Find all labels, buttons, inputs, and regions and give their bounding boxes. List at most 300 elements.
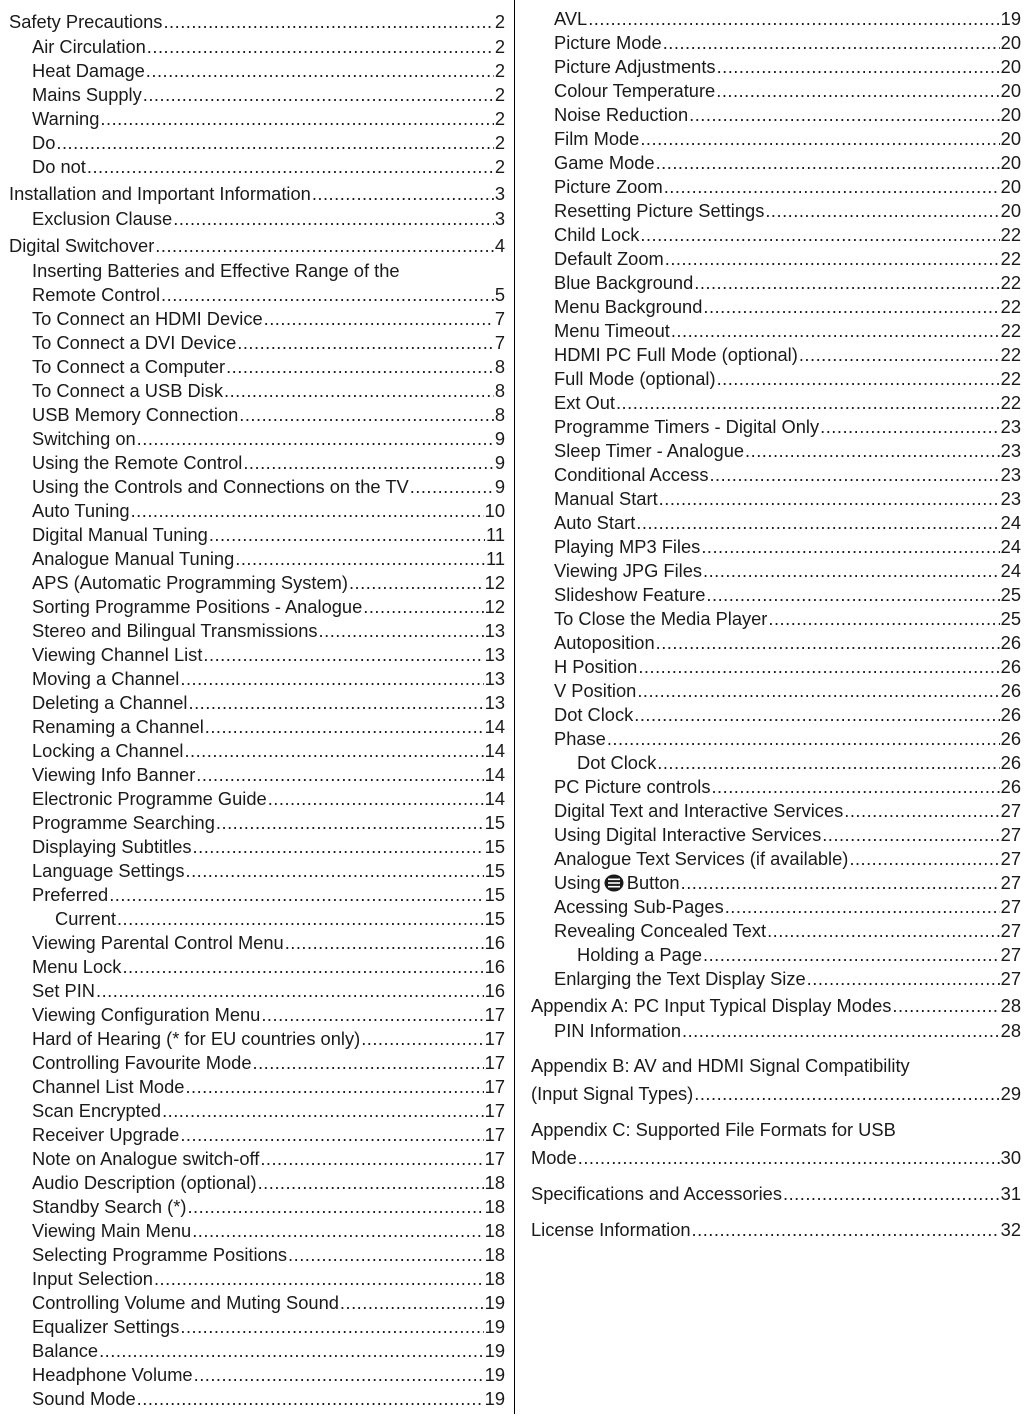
toc-page-number: 32 (1000, 1219, 1021, 1240)
toc-entry (9, 1387, 505, 1411)
toc-page-number: 15 (484, 836, 505, 857)
toc-page-number: 20 (1000, 56, 1021, 77)
toc-leader-dots (96, 979, 484, 1003)
toc-page-number: 2 (494, 36, 505, 57)
toc-page-number: 20 (1000, 80, 1021, 101)
toc-entry-title: License Information (531, 1219, 691, 1240)
toc-entry (531, 535, 1021, 559)
toc-leader-dots (224, 379, 494, 403)
toc-leader-dots (209, 523, 485, 547)
teletext-button-icon (604, 871, 624, 895)
toc-page-number: 20 (1000, 200, 1021, 221)
toc-leader-dots (410, 475, 494, 499)
toc-entry-title: Appendix C: Supported File Formats for USB (531, 1119, 896, 1140)
toc-leader-dots (709, 463, 999, 487)
toc-entry (531, 127, 1021, 151)
toc-leader-dots (146, 59, 494, 83)
toc-leader-dots (703, 943, 1000, 967)
toc-entry (9, 691, 505, 715)
toc-page-number: 7 (494, 332, 505, 353)
toc-leader-dots (640, 127, 999, 151)
toc-leader-dots (844, 799, 999, 823)
toc-entry (9, 859, 505, 883)
toc-entry (9, 667, 505, 691)
toc-entry (9, 1147, 505, 1171)
toc-page-number: 13 (484, 668, 505, 689)
toc-entry (9, 955, 505, 979)
toc-entry-title: Child Lock (554, 224, 640, 245)
toc-page-number: 9 (494, 428, 505, 449)
toc-entry-title: Using Digital Interactive Services (554, 824, 822, 845)
toc-entry (9, 547, 505, 571)
toc-entry (531, 247, 1021, 271)
toc-entry (9, 1051, 505, 1075)
toc-page-number: 23 (1000, 488, 1021, 509)
toc-entry-title: Displaying Subtitles (32, 836, 192, 857)
toc-page-number: 22 (1000, 296, 1021, 317)
toc-page-number: 19 (484, 1316, 505, 1337)
toc-leader-dots (692, 1215, 1000, 1243)
toc-page-number: 8 (494, 380, 505, 401)
toc-page-number: 30 (1000, 1147, 1021, 1168)
toc-leader-dots (640, 223, 999, 247)
toc-entry (531, 559, 1021, 583)
toc-leader-dots (261, 1003, 483, 1027)
toc-entry (531, 271, 1021, 295)
toc-leader-dots (820, 415, 1000, 439)
toc-entry-title: Channel List Mode (32, 1076, 185, 1097)
toc-entry-title: Playing MP3 Files (554, 536, 701, 557)
toc-entry (9, 1363, 505, 1387)
toc-entry (531, 415, 1021, 439)
toc-entry (9, 499, 505, 523)
toc-entry (531, 319, 1021, 343)
toc-entry-title: Equalizer Settings (32, 1316, 180, 1337)
toc-leader-dots (87, 155, 494, 179)
toc-leader-dots (703, 295, 999, 319)
toc-leader-dots (703, 559, 1000, 583)
toc-page-number: 18 (484, 1220, 505, 1241)
toc-leader-dots (312, 179, 494, 207)
toc-entry-title: Audio Description (optional) (32, 1172, 257, 1193)
toc-entry (9, 811, 505, 835)
toc-entry (9, 907, 505, 931)
toc-entry (9, 107, 505, 131)
toc-entry-title: Dot Clock (554, 704, 634, 725)
toc-entry (9, 307, 505, 331)
toc-page-number: 14 (484, 764, 505, 785)
toc-entry-title: Sorting Programme Positions - Analogue (32, 596, 363, 617)
toc-entry-title: Using the Remote Control (32, 452, 243, 473)
toc-entry-title-suffix: Button (626, 872, 680, 893)
toc-leader-dots (616, 391, 1000, 415)
toc-leader-dots (681, 871, 1000, 895)
toc-leader-dots (235, 547, 485, 571)
toc-entry-title: Blue Background (554, 272, 694, 293)
toc-page-number: 26 (1000, 704, 1021, 725)
toc-entry (531, 823, 1021, 847)
toc-leader-dots (717, 55, 1000, 79)
toc-entry-title: H Position (554, 656, 638, 677)
toc-leader-dots (656, 631, 1000, 655)
toc-leader-dots (711, 775, 999, 799)
toc-entry-title: Sound Mode (32, 1388, 136, 1409)
toc-leader-dots (131, 499, 484, 523)
toc-page-number: 25 (1000, 608, 1021, 629)
toc-entry-title: PC Picture controls (554, 776, 711, 797)
toc-leader-dots (588, 7, 999, 31)
toc-leader-dots (264, 307, 494, 331)
toc-page-number: 22 (1000, 392, 1021, 413)
toc-entry (9, 1075, 505, 1099)
toc-leader-dots (349, 571, 484, 595)
toc-leader-dots (258, 1171, 484, 1195)
toc-leader-dots (578, 1143, 1000, 1171)
toc-page-number: 17 (484, 1124, 505, 1145)
toc-entry (531, 1079, 1021, 1107)
toc-page-number: 13 (484, 620, 505, 641)
toc-leader-dots (663, 31, 1000, 55)
toc-page-number: 2 (494, 156, 505, 177)
toc-leader-dots (205, 715, 484, 739)
toc-leader-dots (634, 703, 999, 727)
toc-entry (9, 619, 505, 643)
toc-entry-title: Auto Start (554, 512, 636, 533)
toc-entry-title: Language Settings (32, 860, 185, 881)
toc-page-number: 27 (1000, 968, 1021, 989)
toc-entry-title: Note on Analogue switch-off (32, 1148, 260, 1169)
toc-entry-title: (Input Signal Types) (531, 1083, 694, 1104)
toc-leader-dots (765, 199, 999, 223)
toc-entry-title: Controlling Favourite Mode (32, 1052, 252, 1073)
toc-leader-dots (56, 131, 493, 155)
toc-page-number: 3 (494, 183, 505, 204)
toc-leader-dots (694, 1079, 999, 1107)
toc-entry (9, 571, 505, 595)
toc-leader-dots (288, 1243, 484, 1267)
toc-entry (9, 207, 505, 231)
toc-entry-title: Manual Start (554, 488, 658, 509)
toc-entry-title: Viewing Channel List (32, 644, 203, 665)
toc-leader-dots (173, 207, 494, 231)
toc-entry-title: To Close the Media Player (554, 608, 768, 629)
toc-entry-title: Autoposition (554, 632, 655, 653)
toc-entry (9, 355, 505, 379)
toc-entry (531, 223, 1021, 247)
toc-entry-title: Appendix B: AV and HDMI Signal Compatibility (531, 1055, 910, 1076)
toc-entry-title: Controlling Volume and Muting Sound (32, 1292, 339, 1313)
toc-entry-title: PIN Information (554, 1020, 682, 1041)
toc-entry-title: Conditional Access (554, 464, 709, 485)
toc-column-left (9, 7, 505, 1411)
toc-entry-title: Enlarging the Text Display Size (554, 968, 806, 989)
toc-entry (531, 679, 1021, 703)
toc-leader-dots (361, 1027, 483, 1051)
toc-page-number: 9 (494, 452, 505, 473)
toc-leader-dots (657, 751, 999, 775)
toc-entry (9, 259, 505, 283)
toc-page-number: 28 (1000, 1020, 1021, 1041)
toc-leader-dots (725, 895, 1000, 919)
toc-page-number: 11 (486, 524, 505, 545)
toc-entry (531, 511, 1021, 535)
toc-page-number: 18 (484, 1172, 505, 1193)
toc-entry-title: Colour Temperature (554, 80, 716, 101)
toc-entry-title: Revealing Concealed Text (554, 920, 767, 941)
toc-entry-title: AVL (554, 8, 588, 29)
toc-entry (9, 331, 505, 355)
toc-entry (9, 883, 505, 907)
toc-entry (9, 763, 505, 787)
toc-entry-title: Current (55, 908, 116, 929)
toc-leader-dots (745, 439, 1000, 463)
toc-entry (9, 403, 505, 427)
toc-entry (531, 607, 1021, 631)
toc-page-number: 22 (1000, 320, 1021, 341)
toc-page-number: 27 (1000, 800, 1021, 821)
toc-entry (531, 1115, 1021, 1143)
toc-page-number: 18 (484, 1244, 505, 1265)
toc-leader-dots (694, 271, 999, 295)
toc-entry-title: Using the Controls and Connections on the TV (32, 476, 409, 497)
toc-entry-title: Appendix A: PC Input Typical Display Modes (531, 995, 892, 1016)
toc-entry (531, 103, 1021, 127)
toc-entry-title: Picture Adjustments (554, 56, 716, 77)
toc-leader-dots (122, 955, 483, 979)
toc-entry (9, 451, 505, 475)
toc-leader-dots (192, 1219, 483, 1243)
toc-leader-dots (147, 35, 494, 59)
toc-entry (531, 847, 1021, 871)
toc-page-number: 10 (484, 500, 505, 521)
toc-page-number: 5 (494, 284, 505, 305)
toc-entry (531, 919, 1021, 943)
toc-entry (9, 59, 505, 83)
toc-page-number: 14 (484, 716, 505, 737)
toc-page-number: 27 (1000, 920, 1021, 941)
toc-entry (531, 871, 1021, 895)
toc-entry-title: Sleep Timer - Analogue (554, 440, 745, 461)
toc-page-number: 17 (484, 1028, 505, 1049)
toc-page-number: 7 (494, 308, 505, 329)
toc-entry-title: Digital Manual Tuning (32, 524, 208, 545)
toc-entry (531, 439, 1021, 463)
toc-leader-dots (109, 883, 483, 907)
toc-page-number: 9 (494, 476, 505, 497)
toc-leader-dots (664, 175, 1000, 199)
toc-page-number: 18 (484, 1268, 505, 1289)
toc-page-number: 31 (1000, 1183, 1021, 1204)
toc-leader-dots (180, 1123, 483, 1147)
toc-page-number: 12 (484, 572, 505, 593)
toc-leader-dots (638, 655, 999, 679)
toc-leader-dots (268, 787, 484, 811)
toc-entry (531, 199, 1021, 223)
toc-leader-dots (196, 763, 483, 787)
toc-page-number: 22 (1000, 344, 1021, 365)
toc-entry-title: Electronic Programme Guide (32, 788, 267, 809)
toc-leader-dots (99, 1339, 484, 1363)
toc-page-number: 15 (484, 908, 505, 929)
toc-leader-dots (767, 919, 1000, 943)
toc-entry-title: Viewing Main Menu (32, 1220, 192, 1241)
toc-entry (9, 7, 505, 35)
toc-page-number: 27 (1000, 896, 1021, 917)
toc-entry (9, 1315, 505, 1339)
toc-page-number: 28 (1000, 995, 1021, 1016)
toc-leader-dots (659, 487, 1000, 511)
toc-entry (9, 739, 505, 763)
toc-page-number: 14 (484, 788, 505, 809)
toc-page-number: 16 (484, 956, 505, 977)
toc-entry (9, 1003, 505, 1027)
toc-leader-dots (319, 619, 484, 643)
toc-entry-title: Holding a Page (577, 944, 703, 965)
toc-entry (9, 979, 505, 1003)
toc-entry-title: Receiver Upgrade (32, 1124, 180, 1145)
toc-entry-title: Mains Supply (32, 84, 142, 105)
toc-leader-dots (892, 991, 999, 1019)
toc-entry-title: Deleting a Channel (32, 692, 188, 713)
toc-entry-title: Ext Out (554, 392, 615, 413)
toc-entry (9, 83, 505, 107)
toc-entry-title: Programme Timers - Digital Only (554, 416, 820, 437)
toc-entry-title: Inserting Batteries and Effective Range of the (32, 260, 400, 281)
toc-page-number: 20 (1000, 32, 1021, 53)
toc-leader-dots (607, 727, 1000, 751)
toc-leader-dots (154, 1267, 484, 1291)
toc-entry (531, 31, 1021, 55)
toc-leader-dots (155, 231, 494, 259)
toc-entry (9, 523, 505, 547)
toc-entry (531, 367, 1021, 391)
toc-entry-title: Safety Precautions (9, 11, 163, 32)
toc-entry (9, 179, 505, 207)
toc-leader-dots (656, 151, 1000, 175)
toc-entry (9, 1027, 505, 1051)
toc-entry-title: Dot Clock (577, 752, 657, 773)
toc-page-number: 29 (1000, 1083, 1021, 1104)
toc-page-number: 13 (484, 644, 505, 665)
toc-entry-title: Menu Lock (32, 956, 122, 977)
toc-entry (531, 151, 1021, 175)
toc-page-number: 20 (1000, 104, 1021, 125)
toc-entry-title: Digital Switchover (9, 235, 155, 256)
toc-entry (9, 475, 505, 499)
toc-leader-dots (243, 451, 493, 475)
toc-entry-title: Stereo and Bilingual Transmissions (32, 620, 318, 641)
toc-entry-title: Do (32, 132, 56, 153)
toc-leader-dots (701, 535, 999, 559)
toc-entry-title: Viewing Info Banner (32, 764, 196, 785)
toc-entry-title: Warning (32, 108, 100, 129)
toc-page-number: 8 (494, 404, 505, 425)
toc-page-number: 20 (1000, 128, 1021, 149)
toc-page-number: 24 (1000, 536, 1021, 557)
toc-entry (9, 155, 505, 179)
toc-entry-title: Auto Tuning (32, 500, 130, 521)
toc-entry (531, 1179, 1021, 1207)
toc-page-number: 2 (494, 108, 505, 129)
toc-entry (531, 1019, 1021, 1043)
toc-leader-dots (193, 835, 484, 859)
toc-entry (531, 487, 1021, 511)
toc-page-number: 17 (484, 1148, 505, 1169)
toc-leader-dots (706, 583, 999, 607)
toc-entry (9, 643, 505, 667)
toc-entry-title: Resetting Picture Settings (554, 200, 765, 221)
toc-page-number: 24 (1000, 560, 1021, 581)
toc-entry (9, 283, 505, 307)
toc-leader-dots (260, 1147, 483, 1171)
toc-leader-dots (768, 607, 999, 631)
toc-page-number: 20 (1000, 152, 1021, 173)
toc-entry (9, 427, 505, 451)
toc-entry (531, 7, 1021, 31)
toc-leader-dots (849, 847, 999, 871)
toc-entry-title: Selecting Programme Positions (32, 1244, 288, 1265)
toc-entry-title: Remote Control (32, 284, 161, 305)
toc-entry (9, 35, 505, 59)
toc-entry-title: Picture Mode (554, 32, 662, 53)
toc-leader-dots (100, 107, 493, 131)
toc-entry (9, 1219, 505, 1243)
toc-page-number: 22 (1000, 248, 1021, 269)
toc-page-number: 26 (1000, 632, 1021, 653)
toc-page-number: 25 (1000, 584, 1021, 605)
toc-entry (531, 391, 1021, 415)
toc-leader-dots (187, 1195, 483, 1219)
toc-entry-title: Hard of Hearing (* for EU countries only) (32, 1028, 361, 1049)
toc-leader-dots (163, 7, 493, 35)
toc-page-number: 26 (1000, 728, 1021, 749)
toc-page-number: 12 (484, 596, 505, 617)
toc-entry (9, 379, 505, 403)
toc-page-number: 17 (484, 1004, 505, 1025)
toc-entry-title: Noise Reduction (554, 104, 689, 125)
toc-page-number: 17 (484, 1076, 505, 1097)
toc-page-number: 15 (484, 884, 505, 905)
toc-entry (531, 463, 1021, 487)
toc-entry-title: Locking a Channel (32, 740, 184, 761)
toc-list-left (9, 7, 505, 1411)
toc-entry-title: Phase (554, 728, 606, 749)
toc-entry (531, 943, 1021, 967)
toc-entry (531, 1143, 1021, 1171)
toc-page-number: 16 (484, 932, 505, 953)
toc-list-right (531, 7, 1021, 1243)
toc-entry (531, 991, 1021, 1019)
toc-page-number: 22 (1000, 224, 1021, 245)
toc-entry-title: APS (Automatic Programming System) (32, 572, 348, 593)
toc-page-number: 2 (494, 11, 505, 32)
toc-entry (531, 727, 1021, 751)
toc-entry-title: Air Circulation (32, 36, 146, 57)
toc-entry-title: Slideshow Feature (554, 584, 706, 605)
toc-page-number: 2 (494, 60, 505, 81)
toc-entry-title: Installation and Important Information (9, 183, 311, 204)
toc-entry (9, 835, 505, 859)
toc-page-number: 26 (1000, 776, 1021, 797)
toc-entry-title: Moving a Channel (32, 668, 180, 689)
toc-entry-title: Digital Text and Interactive Services (554, 800, 844, 821)
toc-entry-title: Viewing JPG Files (554, 560, 702, 581)
toc-page-number: 20 (1000, 176, 1021, 197)
toc-spacer (531, 1043, 1021, 1051)
toc-entry-title: Preferred (32, 884, 109, 905)
toc-entry (9, 1099, 505, 1123)
toc-page-number: 17 (484, 1052, 505, 1073)
